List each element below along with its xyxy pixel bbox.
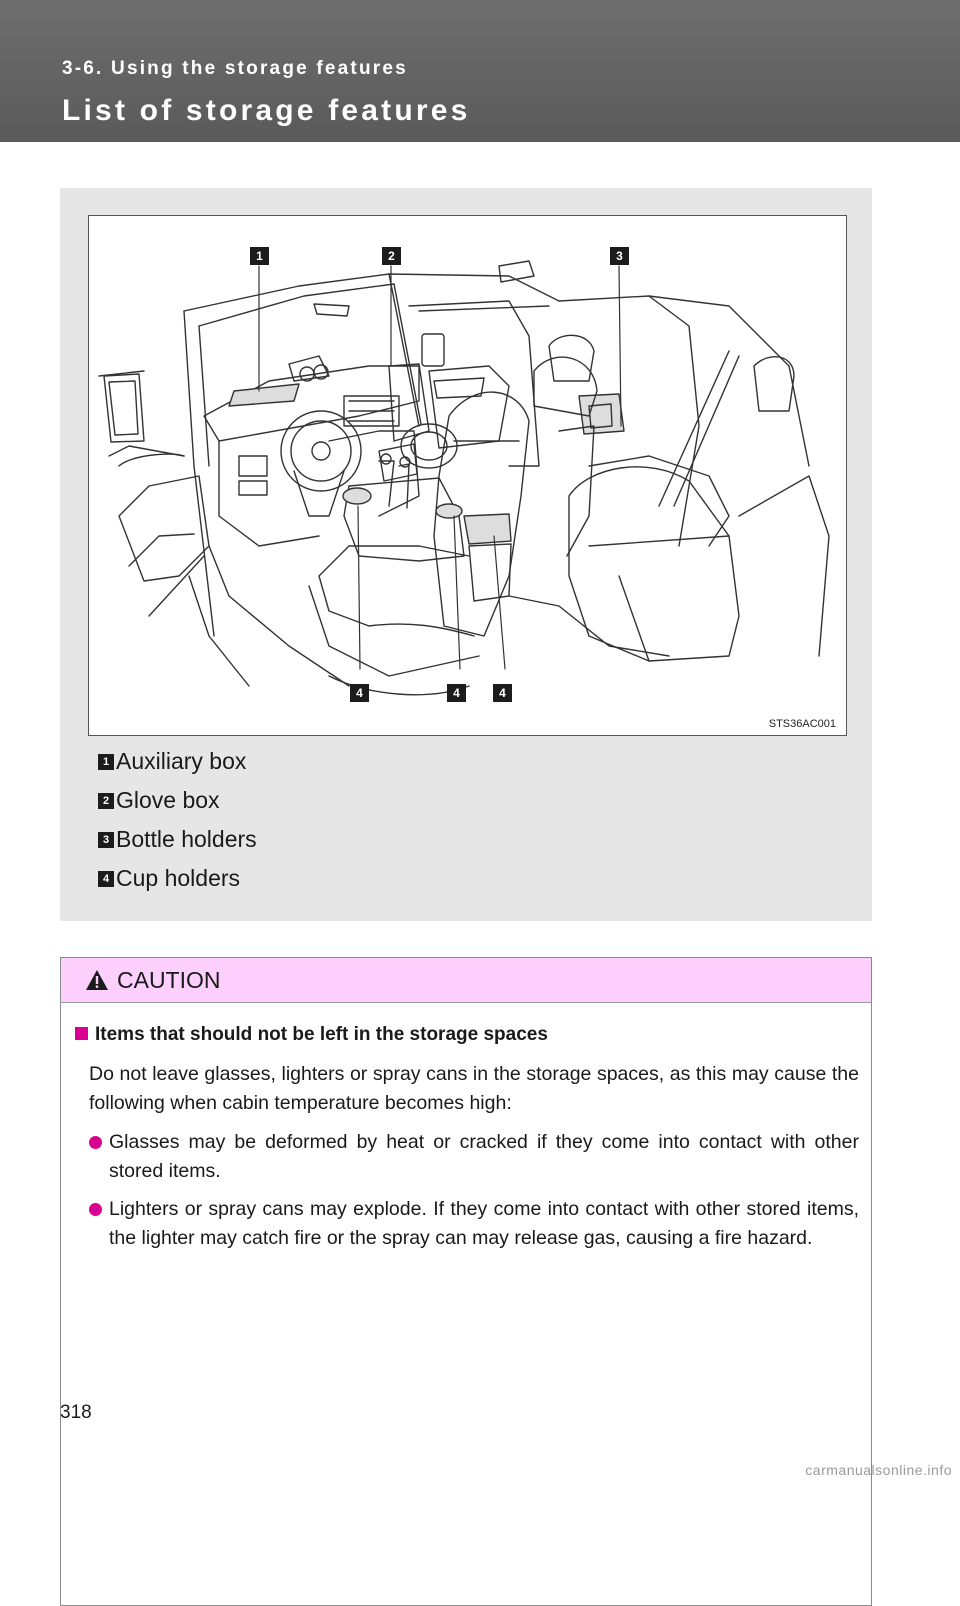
figure-panel (60, 188, 872, 921)
callout-marker-2: 2 (382, 247, 401, 265)
caution-box (60, 957, 872, 1606)
circle-bullet-icon (89, 1136, 102, 1149)
legend-label: Cup holders (116, 865, 241, 891)
legend-marker: 1 (98, 754, 114, 770)
caution-bullet-text: Glasses may be deformed by heat or cracked if they come into contact with other stored items. (109, 1131, 859, 1182)
callout-marker-4a: 4 (350, 684, 369, 702)
warning-triangle-icon (85, 969, 109, 991)
legend-label: Auxiliary box (116, 748, 247, 774)
caution-subhead (75, 1024, 548, 1046)
callout-marker-1: 1 (250, 247, 269, 265)
square-bullet-icon (75, 1027, 88, 1040)
page-title: List of storage features (62, 94, 471, 127)
callout-marker-3: 3 (610, 247, 629, 265)
legend-label: Glove box (116, 787, 220, 813)
legend-marker: 4 (98, 871, 114, 887)
caution-intro: Do not leave glasses, lighters or spray cans in the storage spaces, as this may cause the following when cabin temperature becomes high: (89, 1063, 859, 1114)
section-title: 3-6. Using the storage features (62, 58, 408, 79)
caution-header (61, 958, 871, 1003)
legend-label: Bottle holders (116, 826, 257, 852)
page-number: 318 (60, 1402, 92, 1423)
watermark: carmanualsonline.info (805, 1462, 952, 1478)
vehicle-interior-drawing (89, 216, 846, 735)
page-header (0, 0, 960, 142)
interior-illustration (88, 215, 847, 736)
caution-subhead-text: Items that should not be left in the storage spaces (95, 1024, 548, 1045)
callout-marker-4c: 4 (493, 684, 512, 702)
circle-bullet-icon (89, 1203, 102, 1216)
callout-marker-4b: 4 (447, 684, 466, 702)
legend-marker: 3 (98, 832, 114, 848)
caution-bullet-text: Lighters or spray cans may explode. If they come into contact with other stored items, the lighter may catch fire or the spray can may release gas, causing a fire hazard. (109, 1198, 859, 1249)
figure-code: STS36AC001 (768, 718, 836, 730)
caution-title: CAUTION (117, 967, 221, 993)
legend-marker: 2 (98, 793, 114, 809)
